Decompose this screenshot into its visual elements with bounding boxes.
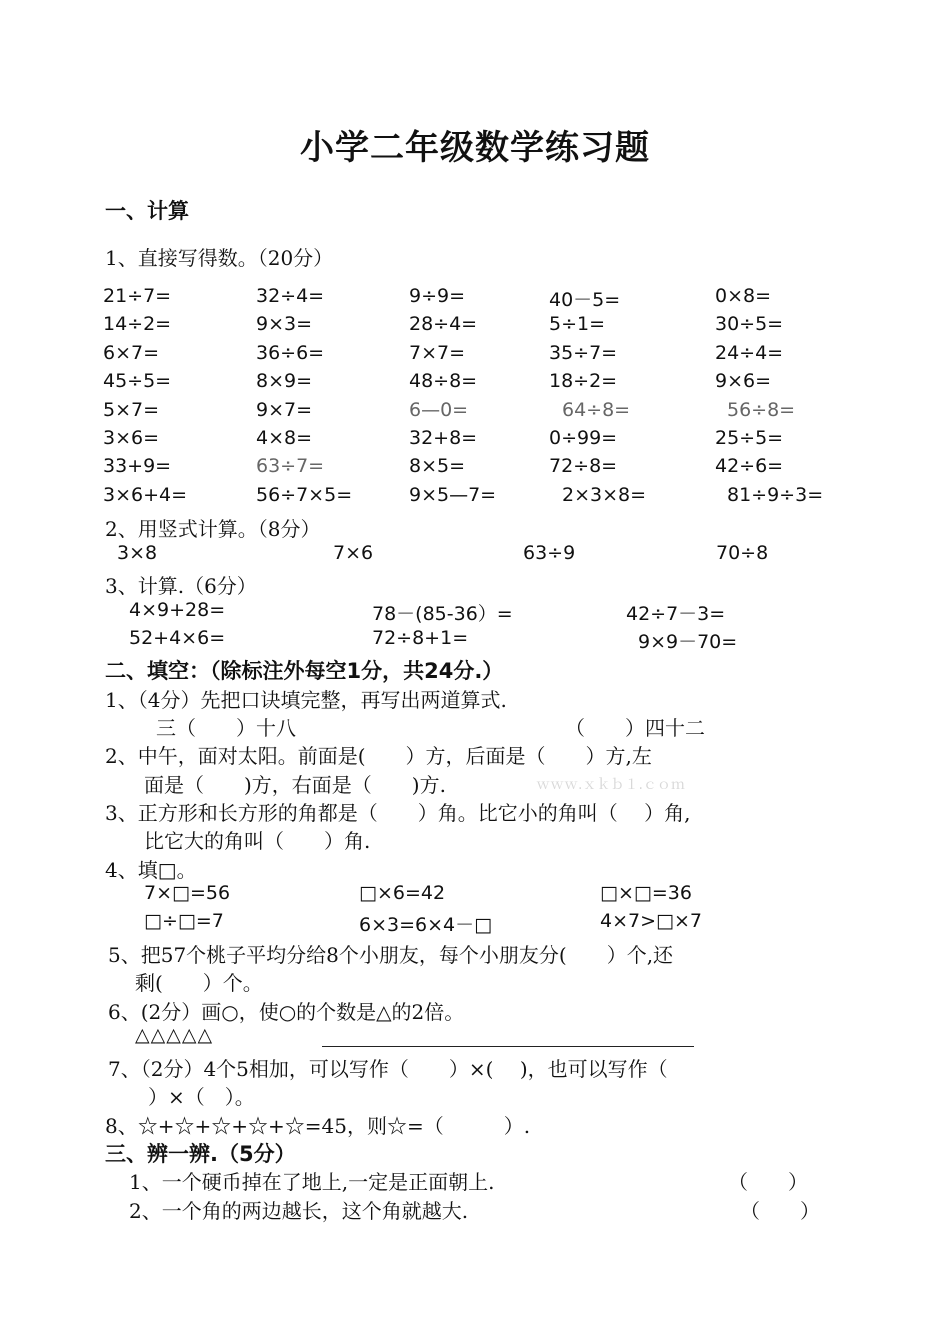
calc-item: 5×7= bbox=[103, 398, 160, 421]
judge-item-text: 2、一个角的两边越长，这个角就越大. bbox=[129, 1199, 469, 1223]
fill-item: 4×7>□×7 bbox=[600, 910, 702, 932]
calc-item: 3×6= bbox=[103, 427, 160, 449]
calc-item: 56÷8= bbox=[727, 398, 796, 421]
calc-item: 9×7= bbox=[256, 398, 313, 421]
calc-item: 9×6= bbox=[715, 370, 772, 393]
vertical-item: 7×6 bbox=[333, 542, 374, 564]
calc-grid-row bbox=[0, 484, 950, 510]
calc-item: 8×9= bbox=[256, 370, 313, 393]
calc-grid-row bbox=[0, 313, 950, 339]
calc-item: 6×7= bbox=[103, 341, 160, 364]
calc-item: 9÷9= bbox=[409, 285, 466, 307]
calc-grid-row bbox=[0, 399, 950, 425]
calc-item: 25÷5= bbox=[715, 427, 784, 449]
calc-item: 78－(85-36）= bbox=[372, 603, 513, 625]
calc-item: 0÷99= bbox=[549, 427, 618, 449]
calc-grid-row bbox=[0, 427, 950, 453]
page-title: 小学二年级数学练习题 bbox=[300, 128, 650, 168]
calc-item: 32÷4= bbox=[256, 285, 325, 307]
calc-item: 45÷5= bbox=[103, 370, 172, 393]
fill-item: □÷□=7 bbox=[144, 910, 224, 932]
fill-item: 6×3=6×4－□ bbox=[359, 914, 493, 936]
calc-item: 4×8= bbox=[256, 427, 313, 449]
fill-item: □×6=42 bbox=[359, 882, 446, 904]
q2-1-left: 三（ ）十八 bbox=[156, 716, 296, 740]
judge-item-text: 1、一个硬币掉在了地上,一定是正面朝上. bbox=[129, 1170, 495, 1194]
q2-5-line1: 5、把57个桃子平均分给8个小朋友，每个小朋友分( ）个,还 bbox=[108, 943, 674, 967]
calc-item: 81÷9÷3= bbox=[727, 483, 824, 506]
q2-3-line1: 3、正方形和长方形的角都是（ ）角。比它小的角叫（ ）角, bbox=[105, 801, 691, 825]
vertical-item: 3×8 bbox=[117, 542, 158, 564]
q2-7-line2: ）×（ ）。 bbox=[148, 1085, 255, 1109]
calc-item: 72÷8+1= bbox=[372, 627, 469, 649]
section-1-heading: 一、计算 bbox=[105, 199, 189, 223]
calc-item: 28÷4= bbox=[409, 313, 478, 336]
calc-item: 63÷7= bbox=[256, 455, 325, 478]
calc-item: 32+8= bbox=[409, 427, 478, 449]
calc-grid-row bbox=[0, 455, 950, 481]
calc-item: 0×8= bbox=[715, 285, 772, 307]
calc-item: 42÷7－3= bbox=[626, 603, 726, 625]
q1-1-label: 1、直接写得数。（20分） bbox=[105, 246, 334, 270]
judge-item-blank: （ ） bbox=[740, 1199, 820, 1223]
calc-item: 9×3= bbox=[256, 313, 313, 336]
calc-item: 7×7= bbox=[409, 341, 466, 364]
calc-item: 35÷7= bbox=[549, 341, 618, 364]
calc-grid-row bbox=[0, 285, 950, 311]
answer-line bbox=[322, 1046, 694, 1047]
calc-item: 3×6+4= bbox=[103, 483, 188, 506]
q2-8-label: 8、☆+☆+☆+☆+☆=45，则☆=（ ）. bbox=[105, 1114, 531, 1138]
calc-item: 33+9= bbox=[103, 455, 172, 478]
fill-item: □×□=36 bbox=[600, 882, 692, 904]
calc-item: 14÷2= bbox=[103, 313, 172, 336]
calc-item: 8×5= bbox=[409, 455, 466, 478]
calc-item: 56÷7×5= bbox=[256, 483, 353, 506]
q2-7-line1: 7、（2分）4个5相加，可以写作（ ）×( )，也可以写作（ bbox=[108, 1057, 668, 1081]
section-2-heading: 二、填空：（除标注外每空1分，共24分.） bbox=[105, 659, 504, 683]
calc-grid-row bbox=[0, 370, 950, 396]
q2-2-line1: 2、中午，面对太阳。前面是( ）方，后面是（ ）方,左 bbox=[105, 744, 652, 768]
calc-item: 72÷8= bbox=[549, 455, 618, 478]
q2-3-line2: 比它大的角叫（ ）角. bbox=[144, 829, 371, 853]
calc-item: 52+4×6= bbox=[129, 627, 226, 649]
calc-item: 40－5= bbox=[549, 289, 621, 311]
vertical-item: 63÷9 bbox=[523, 542, 576, 564]
judge-item-blank: （ ） bbox=[728, 1170, 808, 1194]
calc-item: 6—0= bbox=[409, 398, 469, 421]
calc-item: 9×9－70= bbox=[638, 631, 738, 653]
q2-5-line2: 剩( ）个。 bbox=[135, 971, 263, 995]
calc-item: 42÷6= bbox=[715, 455, 784, 478]
watermark-text: ｗｗｗ.ｘｋｂ１.ｃｏｍ bbox=[536, 777, 685, 793]
calc-item: 24÷4= bbox=[715, 341, 784, 364]
fill-item: 7×□=56 bbox=[144, 882, 231, 904]
section-3-heading: 三、辨一辨.（5分） bbox=[105, 1142, 296, 1166]
q1-2-label: 2、用竖式计算。（8分） bbox=[105, 517, 321, 541]
q2-4-label: 4、填□。 bbox=[105, 858, 197, 882]
calc-item: 5÷1= bbox=[549, 313, 606, 336]
calc-item: 48÷8= bbox=[409, 370, 478, 393]
vertical-item: 70÷8 bbox=[716, 542, 769, 564]
calc-item: 30÷5= bbox=[715, 313, 784, 336]
calc-grid-row bbox=[0, 342, 950, 368]
calc-item: 21÷7= bbox=[103, 285, 172, 307]
triangle-row: △△△△△ bbox=[135, 1024, 214, 1046]
calc-item: 9×5—7= bbox=[409, 483, 497, 506]
q1-3-label: 3、计算.（6分） bbox=[105, 574, 257, 598]
q2-1-label: 1、（4分）先把口诀填完整，再写出两道算式. bbox=[105, 688, 507, 712]
calc-item: 64÷8= bbox=[562, 398, 631, 421]
calc-item: 2×3×8= bbox=[562, 483, 647, 506]
calc-item: 36÷6= bbox=[256, 341, 325, 364]
calc-item: 18÷2= bbox=[549, 370, 618, 393]
calc-item: 4×9+28= bbox=[129, 599, 226, 621]
q2-2-line2: 面是（ )方，右面是（ )方. bbox=[144, 773, 446, 797]
q2-6-label: 6、(2分）画○，使○的个数是△的2倍。 bbox=[108, 1000, 465, 1024]
q2-1-right: （ ）四十二 bbox=[565, 716, 705, 740]
